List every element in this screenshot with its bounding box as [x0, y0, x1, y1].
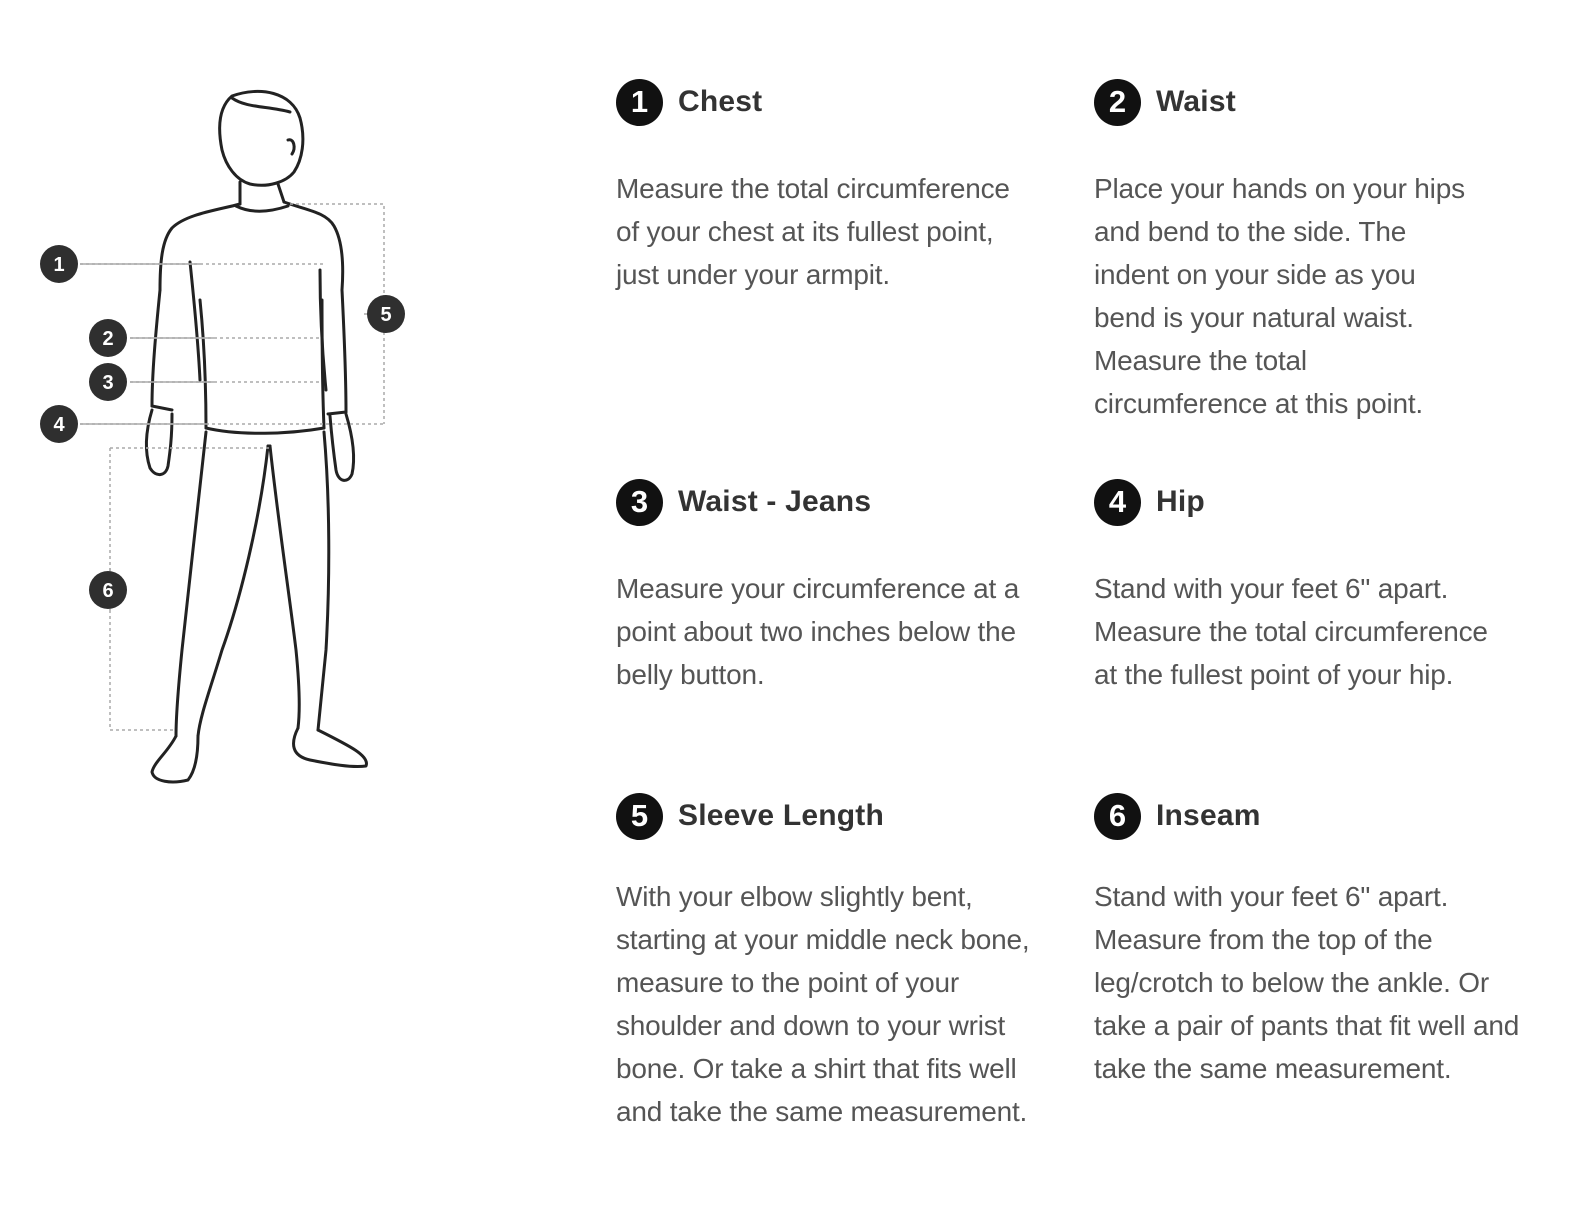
svg-text:2: 2: [102, 328, 114, 350]
body-measurement-figure: [0, 0, 600, 1215]
svg-text:3: 3: [102, 372, 114, 394]
marker-2: [89, 319, 127, 357]
svg-text:5: 5: [380, 304, 392, 326]
number-badge: 1: [616, 79, 663, 126]
marker-4: [40, 405, 78, 443]
svg-text:6: 6: [102, 580, 114, 602]
number-badge: 6: [1094, 793, 1141, 840]
item-title: Waist - Jeans: [678, 485, 872, 518]
number-badge: 4: [1094, 479, 1141, 526]
marker-5: [367, 295, 405, 333]
item-title: Hip: [1156, 485, 1205, 518]
measurement-waist-jeans: [616, 477, 1056, 696]
item-title: Chest: [678, 85, 763, 118]
item-title: Sleeve Length: [678, 799, 884, 832]
measurement-inseam: [1094, 791, 1534, 1090]
marker-3: [89, 363, 127, 401]
svg-text:4: 4: [53, 414, 65, 436]
number-badge: 2: [1094, 79, 1141, 126]
marker-1: [40, 245, 78, 283]
number-badge: 3: [616, 479, 663, 526]
measurement-sleeve-length: [616, 791, 1056, 1133]
measurement-waist: [1094, 77, 1534, 425]
measurement-hip: [1094, 477, 1534, 696]
measurement-chest: [616, 77, 1056, 296]
item-description: Stand with your feet 6" apart. Measure from the top of the leg/crotch to below the ankle. Or take a pair of pants that fit well and take the same measurement.: [1094, 881, 1520, 1084]
item-description: Stand with your feet 6" apart. Measure the total circumference at the fullest point of your hip.: [1094, 573, 1488, 690]
marker-6: [89, 571, 127, 609]
item-description: Place your hands on your hips and bend to the side. The indent on your side as you bend is your natural waist. Measure the total circumference at this point.: [1094, 173, 1465, 419]
item-description: Measure your circumference at a point about two inches below the belly button.: [616, 573, 1020, 690]
item-title: Inseam: [1156, 799, 1261, 832]
number-badge: 5: [616, 793, 663, 840]
item-title: Waist: [1156, 85, 1236, 118]
item-description: Measure the total circumference of your chest at its fullest point, just under your armpit.: [616, 173, 1010, 290]
item-description: With your elbow slightly bent, starting at your middle neck bone, measure to the point of your shoulder and down to your wrist bone. Or take a shirt that fits well and take the same measurement.: [616, 881, 1030, 1127]
svg-text:1: 1: [53, 254, 65, 276]
body-outline-illustration: [0, 0, 600, 1215]
